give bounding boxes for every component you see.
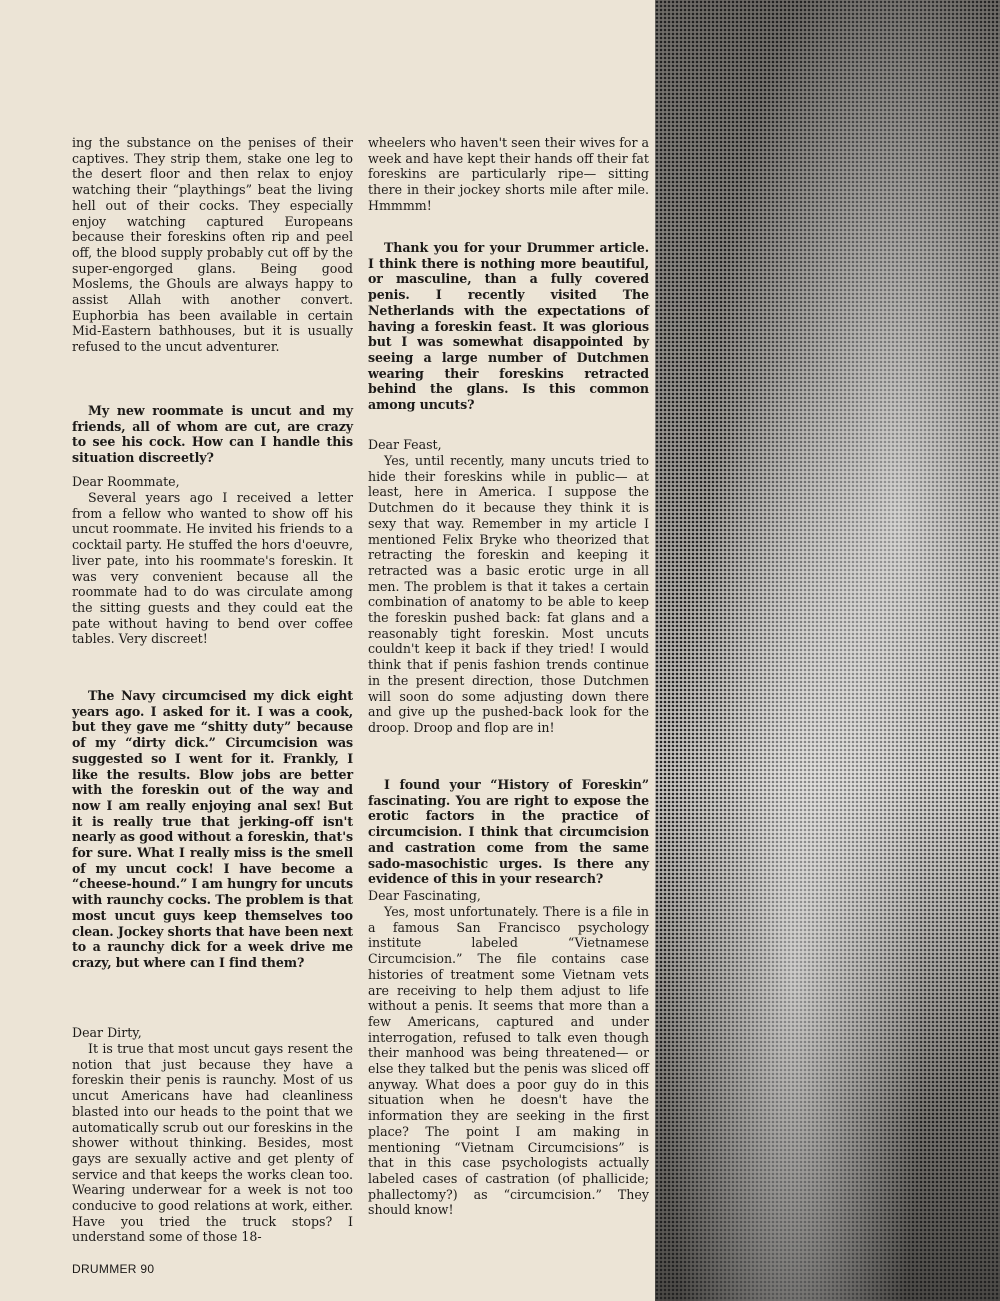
reader-letter: The Navy circumcised my dick eight years ago. I asked for it. I was a cook, but they gave me “shitty duty” because of my “dirty dick.” Circumcision was suggested so I went for it. Frankly, I like the results. Blow jobs are better with the foreskin out of the way and now I am really enjoying anal sex! But it is really true that jerking-off isn't nearly as good without a foreskin, that's for sure. What I really miss is the smell of my uncut cock! I have become a “cheese-hound.” I am hungry for uncuts with raunchy cocks. The problem is that most uncut guys keep themselves too clean. Jockey shorts that have been next to a raunchy dick for a week drive me crazy, but where can I find them? xyxy=(72,688,353,970)
answer-paragraph: Yes, until recently, many uncuts tried to hide their foreskins while in public— at least, here in America. I suppose the Dutchmen do it because they think it is sexy that way. Remember in my article I mentioned Felix Bryke who theorized that retracting the foreskin and keeping it retracted was a basic erotic urge in all men. The problem is that it takes a certain combination of anatomy to be able to keep the foreskin pushed back: fat glans and a reasonably tight foreskin. Most uncuts couldn't keep it back if they tried! I would think that if penis fashion trends continue in the present direction, those Dutchmen will soon do some adjusting down there and give up the pushed-back look for the droop. Droop and flop are in! xyxy=(368,453,649,735)
answer-paragraph: It is true that most uncut gays resent the notion that just because they have a foreskin their penis is raunchy. Most of us uncut Americans have had cleanliness blasted into our heads to the point that we automatically scrub out our foreskins in the shower without thinking. Besides, most gays are sexually active and get plenty of service and that keeps the works clean too. Wearing underwear for a week is not too conducive to good relations at work, either. Have you tried the truck stops? I understand some of those 18- xyxy=(72,1041,353,1245)
reader-letter: I found your “History of Foreskin” fascinating. You are right to expose the erotic factors in the practice of circumcision. I think that circumcision and castration come from the same sado-masochistic urges. Is there any evidence of this in your research? xyxy=(368,777,649,887)
answer-paragraph: wheelers who haven't seen their wives for a week and have kept their hands off their fat foreskins are particularly ripe— sitting there in their jockey shorts mile after mile. Hmmmm! xyxy=(368,135,649,213)
reader-letter: Thank you for your Drummer article. I think there is nothing more beautiful, or masculine, than a fully covered penis. I recently visited The Netherlands with the expectations of having a foreskin feast. It was glorious but I was somewhat disappointed by seeing a large number of Dutchmen wearing their foreskins retracted behind the glans. Is this common among uncuts? xyxy=(368,240,649,413)
salutation: Dear Dirty, xyxy=(72,1025,142,1040)
salutation: Dear Fascinating, xyxy=(368,888,481,903)
reader-letter: My new roommate is uncut and my friends, all of whom are cut, are crazy to see his cock. How can I handle this situation discreetly? xyxy=(72,403,353,466)
answer-paragraph: Yes, most unfortunately. There is a file in a famous San Francisco psychology institute labeled “Vietnamese Circumcision.” The file contains case histories of treatment some Vietnam vets are receiving to help them adjust to life without a penis. It seems that more than a few Americans, captured and under interrogation, refused to talk even though their manhood was being threatened— or else they talked but the penis was sliced off anyway. What does a poor guy do in this situation when he doesn't have the information they are seeking in the first place? The point I am making in mentioning “Vietnam Circumcisions” is that in this case psychologists actually labeled cases of castration (of phallicide; phallectomy?) as “circumcision.” They should know! xyxy=(368,904,649,1218)
salutation: Dear Feast, xyxy=(368,437,442,452)
page-folio: DRUMMER 90 xyxy=(72,1262,155,1276)
answer-paragraph: ing the substance on the penises of their captives. They strip them, stake one leg to the desert floor and then relax to enjoy watching their “playthings” beat the living hell out of their cocks. They especially enjoy watching captured Europeans because their foreskins often rip and peel off, the blood supply probably cut off by the super-engorged glans. Being good Moslems, the Ghouls are always happy to assist Allah with another convert. Euphorbia has been available in certain Mid-Eastern bathhouses, but it is usually refused to the uncut adventurer. xyxy=(72,135,353,355)
salutation: Dear Roommate, xyxy=(72,474,180,489)
halftone-photo xyxy=(655,0,1000,1301)
answer-paragraph: Several years ago I received a letter from a fellow who wanted to show off his uncut roommate. He invited his friends to a cocktail party. He stuffed the hors d'oeuvre, liver pate, into his roommate's foreskin. It was very convenient because all the roommate had to do was circulate among the sitting guests and they could eat the pate without having to bend over coffee tables. Very discreet! xyxy=(72,490,353,647)
